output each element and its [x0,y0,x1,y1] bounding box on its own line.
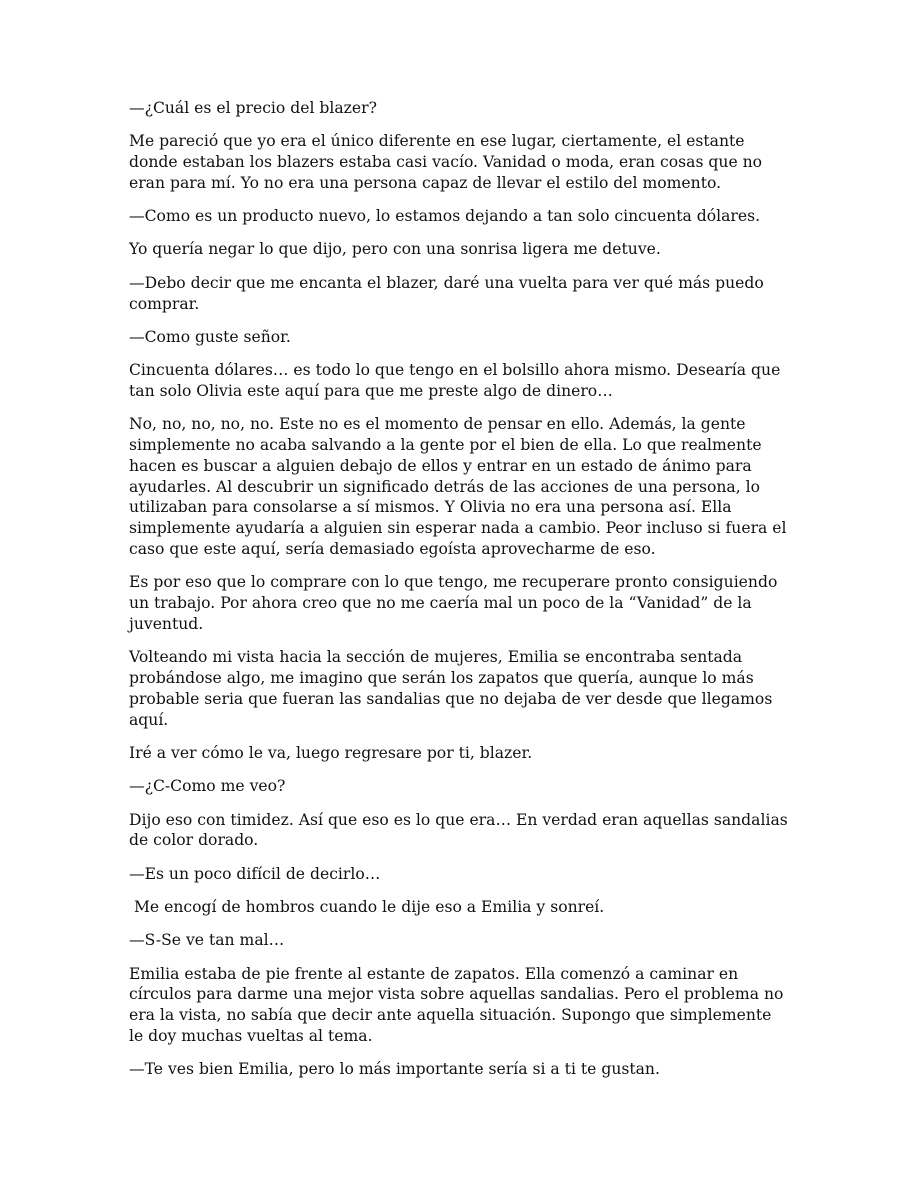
body-text [129,98,793,1092]
paragraph: Volteando mi vista hacia la sección de mujeres, Emilia se encontraba sentada probándose algo, me imagino que serán los zapatos que quería, aunque lo más probable seria que fueran las sandalias que no dejaba de ver desde que llegamos aquí. [129,648,778,729]
paragraph: Es por eso que lo comprare con lo que tengo, me recuperare pronto consiguiendo un trabajo. Por ahora creo que no me caería mal un poco de la “Vanidad” de la juventud. [129,573,783,633]
paragraph: Cincuenta dólares… es todo lo que tengo en el bolsillo ahora mismo. Desearía que tan solo Olivia este aquí para que me preste algo de dinero… [129,361,786,400]
paragraph: Me pareció que yo era el único diferente en ese lugar, ciertamente, el estante donde estaban los blazers estaba casi vacío. Vanidad o moda, eran cosas que no eran para mí. Yo no era una persona capaz de llevar el estilo del momento. [129,132,768,192]
paragraph: No, no, no, no, no. Este no es el momento de pensar en ello. Además, la gente simplemente no acaba salvando a la gente por el bien de ella. Lo que realmente hacen es buscar a alguien debajo de ellos y entrar en un estado de ánimo para ayudarles. Al descubrir un significado detrás de las acciones de una persona, lo utilizaban para consolarse a sí mismos. Y Olivia no era una persona así. Ella simplemente ayudaría a alguien sin esperar nada a cambio. Peor incluso si fuera el caso que este aquí, sería demasiado egoísta aprovecharme de eso. [129,415,792,559]
paragraph: —S-Se ve tan mal… [129,931,285,950]
paragraph: —Como guste señor. [129,327,291,346]
paragraph: Yo quería negar lo que dijo, pero con una sonrisa ligera me detuve. [129,240,661,259]
paragraph: —Te ves bien Emilia, pero lo más importante sería si a ti te gustan. [129,1060,660,1079]
paragraph: —Como es un producto nuevo, lo estamos dejando a tan solo cincuenta dólares. [129,207,761,226]
paragraph: —¿Cuál es el precio del blazer? [129,99,377,117]
paragraph: Dijo eso con timidez. Así que eso es lo que era… En verdad eran aquellas sandalias de color dorado. [129,810,793,850]
paragraph: —¿C-Como me veo? [129,777,286,796]
paragraph: Emilia estaba de pie frente al estante de zapatos. Ella comenzó a caminar en círculos para darme una mejor vista sobre aquellas sandalias. Pero el problema no era la vista, no sabía que decir ante aquella situación. Supongo que simplemente le doy muchas vueltas al tema. [129,964,789,1045]
paragraph: —Es un poco difícil de decirlo… [129,864,381,883]
paragraph: Me encogí de hombros cuando le dije eso a Emilia y sonreí. [129,897,605,916]
paragraph: —Debo decir que me encanta el blazer, daré una vuelta para ver qué más puedo comprar. [129,273,769,313]
paragraph: Iré a ver cómo le va, luego regresare por ti, blazer. [129,743,533,762]
